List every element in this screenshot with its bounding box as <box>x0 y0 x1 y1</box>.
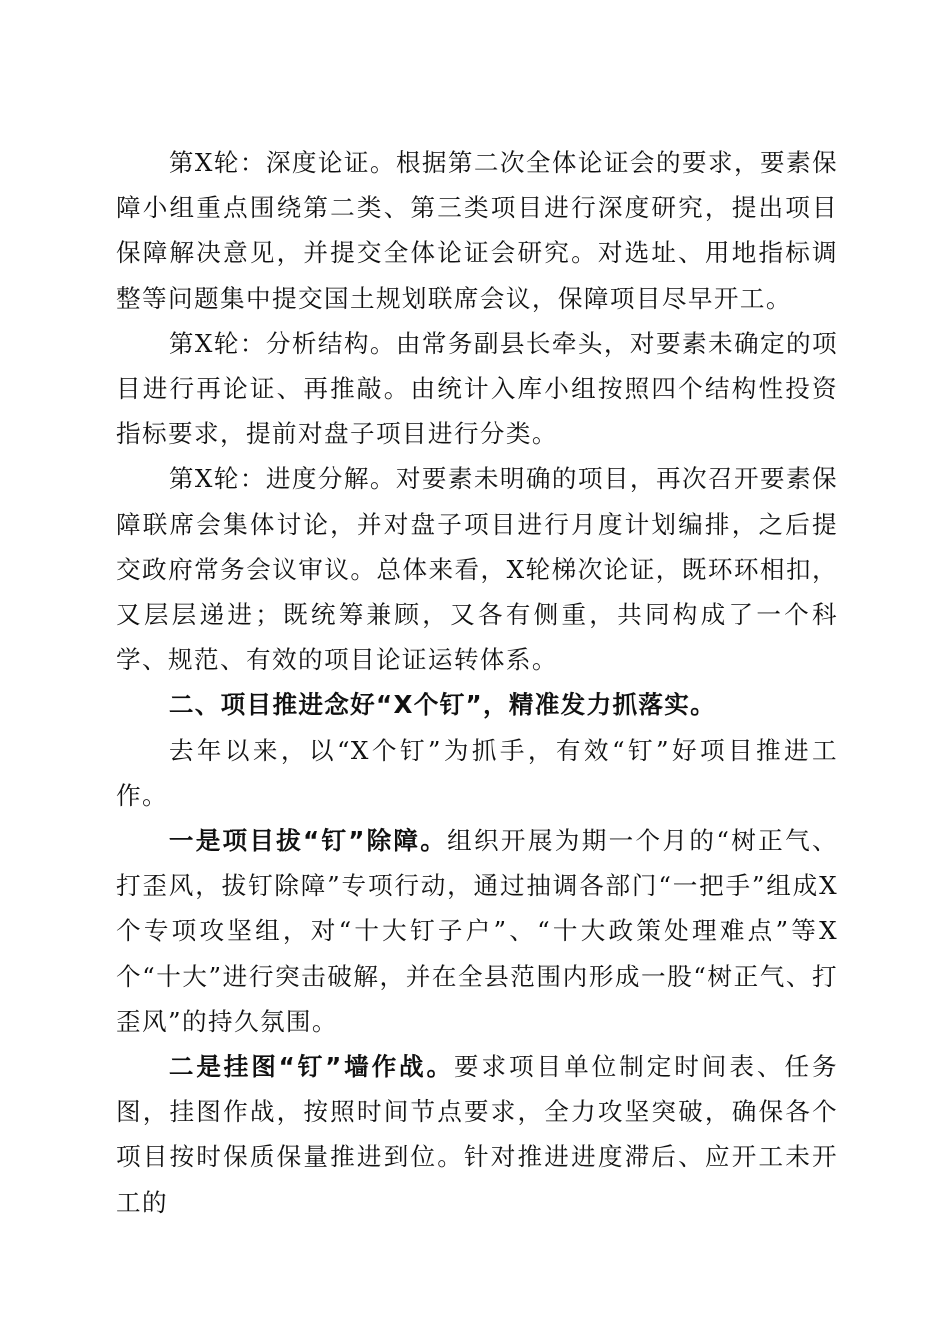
lead-phrase-wall-chart: 二是挂图“钉”墙作战。 <box>168 1052 454 1082</box>
paragraph-remove-nails-text: 组织开展为期一个月的“树正气、打歪风，拔钉除障”专项行动，通过抽调各部门“一把手”组成X个专项攻坚组，对“十大钉子户”、“十大政策处理难点”等X个“十大”进行突击破解，并在全县范围内形成一股“树正气、打歪风”的持久氛围。 <box>116 826 838 1036</box>
paragraph-wall-chart <box>116 1044 838 1225</box>
lead-phrase-remove-nails: 一是项目拔“钉”除障。 <box>168 826 448 856</box>
paragraph-intro-x-nails: 去年以来，以“X个钉”为抓手，有效“钉”好项目推进工作。 <box>116 735 838 810</box>
section-heading-project-promotion: 二、项目推进念好“X个钉”，精准发力抓落实。 <box>168 690 717 720</box>
paragraph-round-progress-breakdown: 第X轮：进度分解。对要素未明确的项目，再次召开要素保障联席会集体讨论，并对盘子项目进行月度计划编排，之后提交政府常务会议审议。总体来看，X轮梯次论证，既环环相扣，又层层递进；既统筹兼顾，又各有侧重，共同构成了一个科学、规范、有效的项目论证运转体系。 <box>116 464 838 675</box>
paragraph-round-structure-analysis: 第X轮：分析结构。由常务副县长牵头，对要素未确定的项目进行再论证、再推敲。由统计入库小组按照四个结构性投资指标要求，提前对盘子项目进行分类。 <box>116 328 838 449</box>
document-body <box>116 140 838 1225</box>
paragraph-round-depth-argument: 第X轮：深度论证。根据第二次全体论证会的要求，要素保障小组重点围绕第二类、第三类项目进行深度研究，提出项目保障解决意见，并提交全体论证会研究。对选址、用地指标调整等问题集中提交国土规划联席会议，保障项目尽早开工。 <box>116 148 838 313</box>
paragraph-wall-chart-text: 要求项目单位制定时间表、任务图，挂图作战，按照时间节点要求，全力攻坚突破，确保各个项目按时保质保量推进到位。针对推进进度滞后、应开工未开工的 <box>116 1052 838 1217</box>
paragraph-remove-nails <box>116 818 838 1044</box>
